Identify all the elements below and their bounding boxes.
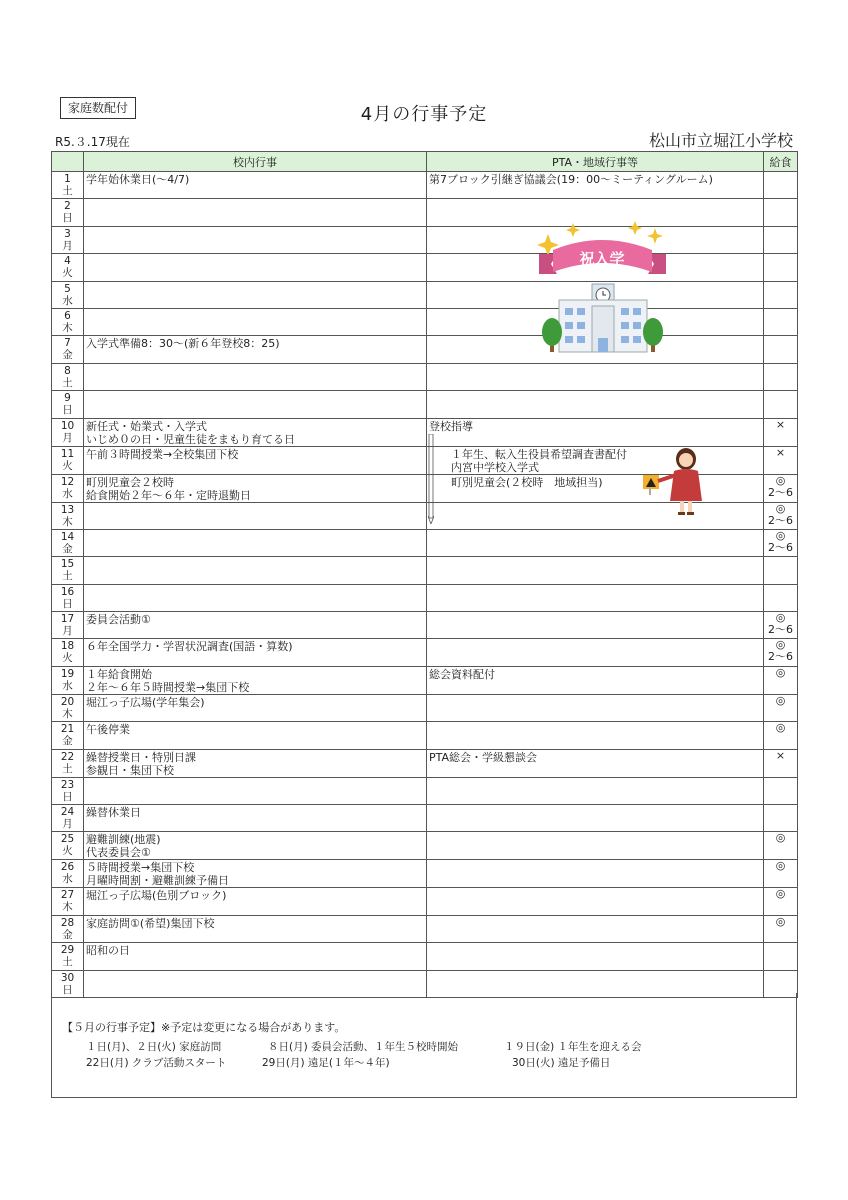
day-number: 11 — [60, 447, 75, 460]
lunch-cell — [764, 557, 798, 584]
entrance-ceremony-illustration — [535, 220, 670, 355]
event-line: いじめ０の日・児童生徒をまもり育てる日 — [86, 432, 295, 446]
school-event-cell — [84, 281, 427, 308]
date-cell — [52, 502, 84, 529]
date-cell — [52, 777, 84, 804]
may-schedule-heading: 【５月の行事予定】※予定は変更になる場合があります。 — [62, 1021, 346, 1034]
date-cell — [52, 172, 84, 199]
pta-event-cell — [427, 749, 764, 777]
school-event-cell — [84, 172, 427, 199]
event-line: 学年始休業日(～4/7) — [86, 173, 190, 186]
weekday: 火 — [62, 459, 73, 472]
weekday: 日 — [62, 212, 73, 225]
date-cell — [52, 363, 84, 390]
event-line: 新任式・始業式・入学式 — [86, 419, 207, 433]
weekday: 金 — [62, 349, 73, 362]
date-cell — [52, 226, 84, 253]
pta-event-cell — [427, 502, 764, 529]
table-row — [52, 639, 798, 666]
event-line: 入学式準備8：30～(新６年登校8：25) — [86, 337, 280, 351]
event-line: 総会資料配付 — [429, 667, 495, 681]
table-header-row — [52, 152, 798, 172]
lunch-cell — [764, 363, 798, 390]
date-cell — [52, 860, 84, 888]
pta-event-cell — [427, 694, 764, 721]
day-number: 25 — [60, 833, 75, 846]
event-line: 第7ブロック引継ぎ協議会(19：00～ミーティングルーム) — [429, 173, 713, 186]
lunch-mark: ◎ — [775, 665, 786, 679]
event-line: 昭和の日 — [86, 944, 130, 958]
pta-event-cell — [427, 172, 764, 199]
table-row — [52, 805, 798, 832]
school-events-header: 校内行事 — [84, 152, 427, 172]
date-cell — [52, 584, 84, 611]
lunch-cell — [764, 172, 798, 199]
lunch-mark: ◎ — [775, 611, 786, 625]
weekday: 金 — [62, 542, 73, 555]
day-number: 2 — [64, 200, 71, 213]
day-number: 29 — [60, 944, 75, 957]
weekday: 日 — [62, 597, 73, 610]
lunch-cell — [764, 308, 798, 335]
day-number: 15 — [60, 558, 75, 571]
lunch-mark: ◎ — [775, 914, 786, 928]
weekday: 金 — [62, 735, 73, 748]
event-line: 繰替休業日 — [86, 806, 141, 820]
date-cell — [52, 666, 84, 694]
table-row — [52, 777, 798, 804]
weekday: 土 — [62, 762, 73, 775]
event-line: 家庭訪問①(希望)集団下校 — [86, 916, 215, 930]
lunch-cell — [764, 915, 798, 942]
schedule-table — [51, 151, 798, 998]
school-event-cell — [84, 308, 427, 335]
lunch-mark: × — [775, 445, 786, 459]
day-number: 22 — [60, 750, 75, 763]
date-cell — [52, 418, 84, 446]
lunch-mark: ◎ — [775, 501, 786, 515]
weekday: 木 — [62, 321, 73, 334]
date-cell — [52, 749, 84, 777]
event-line: 委員会活動① — [86, 613, 151, 627]
event-line: 月曜時間割・避難訓練予備日 — [86, 874, 229, 888]
lunch-header: 給食 — [764, 152, 798, 172]
may-event: 22日(月) クラブ活動スタート — [86, 1057, 227, 1069]
weekday: 月 — [62, 818, 73, 831]
lunch-cell — [764, 281, 798, 308]
day-number: 5 — [64, 282, 71, 295]
table-row — [52, 172, 798, 199]
date-cell — [52, 281, 84, 308]
day-number: 13 — [60, 503, 75, 516]
table-row — [52, 529, 798, 556]
lunch-mark: ◎ — [775, 528, 786, 542]
weekday: 水 — [62, 487, 73, 500]
may-schedule-section — [51, 993, 797, 1098]
weekday: 火 — [62, 267, 73, 280]
lunch-cell — [764, 612, 798, 639]
table-row — [52, 199, 798, 226]
pta-event-cell — [427, 915, 764, 942]
day-number: 3 — [64, 227, 71, 240]
event-line: １年給食開始 — [86, 667, 152, 681]
day-number: 7 — [64, 337, 71, 350]
school-event-cell — [84, 254, 427, 281]
event-line: 代表委員会① — [86, 846, 151, 860]
lunch-mark: ◎ — [775, 721, 786, 735]
table-row — [52, 694, 798, 721]
day-number: 27 — [60, 889, 75, 902]
pta-event-cell — [427, 666, 764, 694]
event-line: ６年全国学力・学習状況調査(国語・算数) — [86, 640, 293, 654]
event-line: 午後停業 — [86, 723, 130, 737]
weekday: 日 — [62, 404, 73, 417]
school-event-cell — [84, 612, 427, 639]
school-event-cell — [84, 749, 427, 777]
pta-event-cell — [427, 943, 764, 970]
lunch-cell — [764, 474, 798, 502]
woman-icon — [658, 448, 702, 515]
may-event: 30日(火) 遠足予備日 — [512, 1057, 611, 1069]
table-row — [52, 308, 798, 335]
date-cell — [52, 805, 84, 832]
pta-events-header: PTA・地域行事等 — [427, 152, 764, 172]
school-event-cell — [84, 363, 427, 390]
pta-event-cell — [427, 639, 764, 666]
day-number: 20 — [60, 695, 75, 708]
pta-event-cell — [427, 474, 764, 502]
date-cell — [52, 639, 84, 666]
day-number: 6 — [64, 309, 71, 322]
weekday: 金 — [62, 928, 73, 941]
event-line: 午前３時間授業→全校集団下校 — [86, 447, 239, 461]
school-building-icon — [559, 284, 647, 352]
school-event-cell — [84, 557, 427, 584]
day-number: 30 — [60, 971, 75, 984]
lunch-cell — [764, 805, 798, 832]
school-event-cell — [84, 832, 427, 860]
date-column-header — [52, 152, 84, 172]
distribution-badge: 家庭数配付 — [60, 97, 136, 119]
date-cell — [52, 832, 84, 860]
date-cell — [52, 529, 84, 556]
weekday: 木 — [62, 901, 73, 914]
date-cell — [52, 557, 84, 584]
lunch-cell — [764, 391, 798, 418]
day-number: 23 — [60, 778, 75, 791]
school-event-cell — [84, 694, 427, 721]
pta-event-cell — [427, 722, 764, 749]
school-event-cell — [84, 199, 427, 226]
event-line: 町別児童会２校時 — [86, 475, 174, 489]
pta-event-cell — [427, 860, 764, 888]
day-number: 26 — [60, 861, 75, 874]
day-number: 1 — [64, 173, 71, 185]
date-cell — [52, 308, 84, 335]
table-row — [52, 666, 798, 694]
day-number: 4 — [64, 255, 71, 268]
day-number: 18 — [60, 640, 75, 653]
weekday: 土 — [62, 956, 73, 969]
school-event-cell — [84, 888, 427, 915]
weekday: 木 — [62, 515, 73, 528]
table-row — [52, 363, 798, 390]
weekday: 月 — [62, 431, 73, 444]
lunch-cell — [764, 226, 798, 253]
lunch-mark: × — [775, 748, 786, 762]
day-number: 21 — [60, 723, 75, 736]
lunch-cell — [764, 666, 798, 694]
lunch-mark: 2～6 — [768, 623, 793, 637]
school-event-cell — [84, 722, 427, 749]
event-line: 登校指導 — [429, 419, 473, 433]
pta-event-cell — [427, 888, 764, 915]
weekday: 日 — [62, 983, 73, 996]
weekday: 水 — [62, 679, 73, 692]
school-event-cell — [84, 391, 427, 418]
pta-event-cell — [427, 612, 764, 639]
may-event: ８日(月) 委員会活動、１年生５校時開始 — [268, 1041, 459, 1053]
event-line: 給食開始２年～６年・定時退勤日 — [86, 488, 251, 502]
lunch-cell — [764, 446, 798, 474]
date-cell — [52, 612, 84, 639]
lunch-mark: 2～6 — [768, 513, 793, 527]
school-event-cell — [84, 805, 427, 832]
table-row — [52, 557, 798, 584]
school-event-cell — [84, 226, 427, 253]
date-cell — [52, 722, 84, 749]
lunch-mark: ◎ — [775, 638, 786, 652]
school-event-cell — [84, 860, 427, 888]
school-event-cell — [84, 336, 427, 363]
date-cell — [52, 943, 84, 970]
lunch-mark: ◎ — [775, 473, 786, 487]
table-row — [52, 584, 798, 611]
event-line: 参観日・集団下校 — [86, 763, 174, 777]
table-row — [52, 226, 798, 253]
weekday: 月 — [62, 625, 73, 638]
school-event-cell — [84, 915, 427, 942]
weekday: 日 — [62, 790, 73, 803]
lunch-mark: ◎ — [775, 693, 786, 707]
day-number: 24 — [60, 806, 75, 819]
date-cell — [52, 336, 84, 363]
school-event-cell — [84, 474, 427, 502]
event-line: 内宮中学校入学式 — [451, 460, 539, 474]
table-row — [52, 722, 798, 749]
date-cell — [52, 474, 84, 502]
downward-arrow-icon — [428, 434, 434, 524]
pta-event-cell — [427, 363, 764, 390]
caution-flag-icon — [643, 475, 659, 495]
weekday: 火 — [62, 652, 73, 665]
school-event-cell — [84, 666, 427, 694]
event-line: PTA総会・学級懇談会 — [429, 750, 538, 764]
day-number: 19 — [60, 667, 75, 680]
date-cell — [52, 915, 84, 942]
pta-event-cell — [427, 557, 764, 584]
pta-event-cell — [427, 529, 764, 556]
may-event: １９日(金) １年生を迎える会 — [504, 1041, 642, 1053]
day-number: 16 — [60, 585, 75, 598]
lunch-mark: ◎ — [775, 859, 786, 873]
pta-event-cell — [427, 391, 764, 418]
lunch-cell — [764, 529, 798, 556]
school-event-cell — [84, 584, 427, 611]
day-number: 9 — [64, 392, 71, 405]
pta-event-cell — [427, 584, 764, 611]
school-name: 松山市立堀江小学校 — [648, 131, 793, 150]
lunch-cell — [764, 502, 798, 529]
lunch-mark: 2～6 — [768, 485, 793, 499]
date-cell — [52, 888, 84, 915]
lunch-mark: 2～6 — [768, 650, 793, 664]
page-title: 4月の行事予定 — [360, 104, 488, 125]
table-row — [52, 915, 798, 942]
weekday: 土 — [62, 376, 73, 389]
date-cell — [52, 199, 84, 226]
pta-event-cell — [427, 418, 764, 446]
pta-event-cell — [427, 777, 764, 804]
table-row — [52, 943, 798, 970]
lunch-cell — [764, 639, 798, 666]
day-number: 14 — [60, 530, 75, 543]
table-row — [52, 749, 798, 777]
lunch-cell — [764, 722, 798, 749]
lunch-cell — [764, 418, 798, 446]
lunch-cell — [764, 943, 798, 970]
table-row — [52, 832, 798, 860]
banner-text: 祝入学 — [579, 250, 625, 268]
as-of-date: R5.３.17現在 — [55, 135, 130, 149]
table-row — [52, 254, 798, 281]
event-line: 堀江っ子広場(学年集会) — [86, 695, 205, 709]
event-line: ５時間授業→集団下校 — [86, 861, 195, 875]
pta-event-cell — [427, 805, 764, 832]
date-cell — [52, 254, 84, 281]
weekday: 水 — [62, 294, 73, 307]
lunch-cell — [764, 832, 798, 860]
lunch-cell — [764, 254, 798, 281]
school-event-cell — [84, 529, 427, 556]
day-number: 10 — [60, 419, 75, 432]
weekday: 水 — [62, 873, 73, 886]
event-line: 町別児童会(２校時 地域担当) — [451, 475, 603, 489]
table-row — [52, 391, 798, 418]
day-number: 12 — [60, 475, 75, 488]
weekday: 土 — [62, 570, 73, 583]
event-line: １年生、転入生役員希望調査書配付 — [451, 447, 627, 461]
table-row — [52, 888, 798, 915]
lunch-cell — [764, 694, 798, 721]
lunch-cell — [764, 336, 798, 363]
table-row — [52, 418, 798, 446]
lunch-cell — [764, 584, 798, 611]
weekday: 土 — [62, 185, 73, 197]
pta-event-cell — [427, 446, 764, 474]
crossing-guard-illustration — [640, 445, 710, 517]
table-row — [52, 336, 798, 363]
event-line: 繰替授業日・特別日課 — [86, 750, 196, 764]
table-row — [52, 860, 798, 888]
day-number: 28 — [60, 916, 75, 929]
may-event: １日(月)、２日(火) 家庭訪問 — [86, 1041, 222, 1053]
lunch-cell — [764, 777, 798, 804]
date-cell — [52, 446, 84, 474]
lunch-mark: ◎ — [775, 887, 786, 901]
table-row — [52, 612, 798, 639]
lunch-mark: 2～6 — [768, 540, 793, 554]
date-cell — [52, 391, 84, 418]
lunch-cell — [764, 199, 798, 226]
weekday: 火 — [62, 845, 73, 858]
day-number: 8 — [64, 364, 71, 377]
school-event-cell — [84, 418, 427, 446]
lunch-cell — [764, 860, 798, 888]
event-line: 避難訓練(地震) — [86, 833, 161, 847]
day-number: 17 — [60, 613, 75, 626]
pta-event-cell — [427, 832, 764, 860]
school-event-cell — [84, 777, 427, 804]
lunch-cell — [764, 749, 798, 777]
weekday: 木 — [62, 707, 73, 720]
lunch-mark: × — [775, 417, 786, 431]
lunch-mark: ◎ — [775, 831, 786, 845]
event-line: 堀江っ子広場(色別ブロック) — [86, 889, 227, 903]
may-event: 29日(月) 遠足(１年～４年) — [262, 1057, 390, 1069]
school-event-cell — [84, 943, 427, 970]
event-line: ２年～６年５時間授業→集団下校 — [86, 680, 250, 694]
weekday: 月 — [62, 239, 73, 252]
table-row — [52, 281, 798, 308]
date-cell — [52, 694, 84, 721]
lunch-cell — [764, 888, 798, 915]
school-event-cell — [84, 639, 427, 666]
school-event-cell — [84, 502, 427, 529]
school-event-cell — [84, 446, 427, 474]
